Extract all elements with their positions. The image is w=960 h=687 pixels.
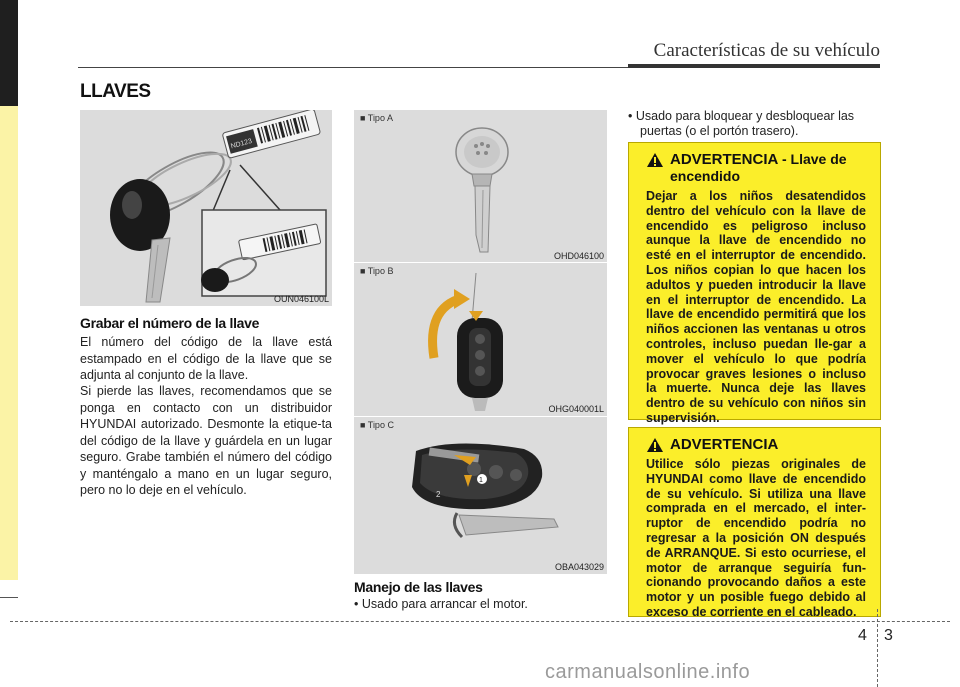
tipo-b-code: OHG040001L [548,404,604,414]
grabar-paragraph-1: El número del código de la llave está estampado en el código de la llave que se adjunta al conjunto de la llave. [80,335,332,382]
svg-text:1: 1 [479,477,483,484]
tipo-a-figure [354,110,607,263]
manejo-bullet-1: • Usado para arrancar el motor. [354,597,528,611]
warning-1-body: Dejar a los niños desatendidos dentro del vehículo con la llave de encendido es peligroso incluso aunque la llave de encendido no esté en el interruptor de encendido. Los niños copian lo que hacen los adultos y pueden introducir la llave en el interruptor de encendido. La llave de encendido permitirá que los niños accionen las ventanas u otros controles, incluso puedan lle-gar a mover el vehículo lo que podría provocar graves lesiones o incluso la muerte. Nunca deje las llaves dentro de su vehículo con niños sin supervisión. [646,189,866,425]
chapter-number: 4 [858,627,867,644]
tipo-c-label: ■ Tipo C [360,420,394,430]
svg-text:ND123: ND123 [230,137,253,151]
tipo-b-label: ■ Tipo B [360,266,394,276]
chapter-tab [0,0,18,106]
footer-divider [877,609,878,687]
warning-box-original-parts [628,427,881,617]
tipo-b-figure [354,262,607,416]
warning-2-title: ADVERTENCIA [670,436,779,453]
page-number: 3 [884,627,893,644]
tipo-b-folding-key-illustration [354,263,607,416]
manejo-heading: Manejo de las llaves [354,579,483,595]
tipo-a-code: OHD046100 [553,251,604,261]
warning-1-subtitle: - Llave de encendido [670,151,847,184]
manejo-bullet-2: • Usado para bloquear y desbloquear las puertas (o el portón trasero). [628,109,855,138]
key-tag-figure [80,110,332,306]
footer-rule [10,621,950,622]
warning-2-body: Utilice sólo piezas originales de HYUNDAI como llave de encendido de su vehículo. Si utiliza una llave comprada en el mercado, el inter-ruptor de encendido podría no regresar a la posición ON después de ARRANQUE. Si esto ocurriese, el motor de arranque seguiría fun-cionando provocando daños a este motor y un posible fuego debido al exceso de corriente en el cableado. [646,457,866,619]
grabar-heading: Grabar el número de la llave [80,315,260,331]
svg-text:2: 2 [436,490,441,499]
warning-triangle-icon [646,437,664,453]
key-with-tag-illustration [80,110,332,306]
section-title: LLAVES [80,81,151,102]
tipo-c-smart-key-illustration [354,417,607,574]
tipo-a-key-illustration [354,110,607,263]
warning-box-ignition-key [628,142,881,425]
running-header: Características de su vehículo [653,40,880,61]
warning-2-header [646,436,866,453]
figure-code: OUN046100L [273,294,329,304]
left-strip-divider [0,597,18,598]
warning-triangle-icon [646,152,664,168]
watermark: carmanualsonline.info [545,661,751,683]
header-rule-accent [628,64,880,68]
tipo-a-label: ■ Tipo A [360,113,393,123]
warning-1-header [646,151,866,185]
warning-1-title: ADVERTENCIA [670,151,778,168]
tipo-c-figure [354,416,607,574]
grabar-paragraph-2: Si pierde las llaves, recomendamos que se ponga en contacto con un distribuidor HYUNDAI autorizado. Desmonte la etique-ta del código de la llave y guárdela en un lugar seguro. Grabe también el número del código y manténgalo a mano en un lugar seguro, pero no lo deje en el vehículo. [80,384,332,497]
tipo-c-code: OBA043029 [554,562,604,572]
left-margin-strip [0,0,18,580]
